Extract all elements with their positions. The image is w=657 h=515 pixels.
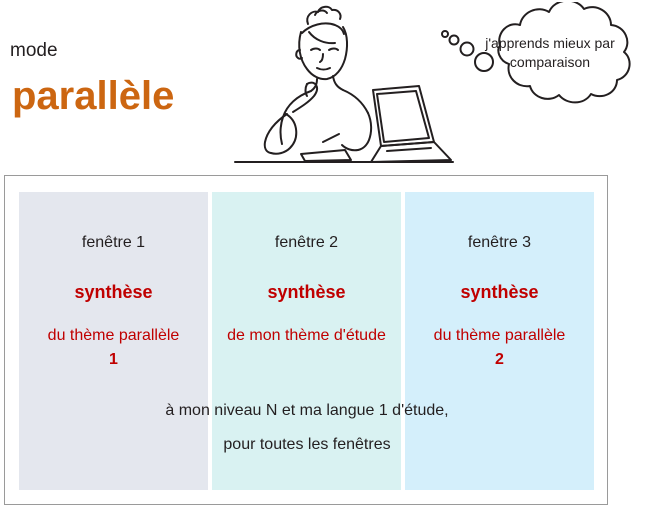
window-2-synthesis: synthèse bbox=[267, 282, 346, 302]
window-3-synthesis: synthèse bbox=[460, 282, 539, 302]
parallel-mode-panel bbox=[4, 175, 608, 505]
window-1-subtitle-text: du thème parallèle bbox=[47, 327, 180, 344]
thought-bubble-text: j'apprends mieux par comparaison bbox=[485, 35, 615, 70]
window-3-subtitle bbox=[405, 324, 594, 372]
window-1-label: fenêtre 1 bbox=[81, 234, 146, 251]
footer-line-2: pour toutes les fenêtres bbox=[223, 436, 391, 453]
window-1-subtitle-number: 1 bbox=[109, 351, 118, 368]
mode-title: parallèle bbox=[12, 74, 175, 118]
person-at-laptop-illustration bbox=[205, 2, 455, 172]
window-1-synthesis: synthèse bbox=[74, 282, 153, 302]
window-1-subtitle bbox=[19, 324, 208, 372]
mode-label: mode bbox=[10, 40, 58, 61]
header bbox=[0, 0, 657, 172]
window-2-subtitle-text: de mon thème d'étude bbox=[227, 327, 386, 344]
footer-line-1: à mon niveau N et ma langue 1 d'étude, bbox=[165, 402, 449, 419]
window-3-subtitle-text: du thème parallèle bbox=[433, 327, 566, 344]
window-3-subtitle-number: 2 bbox=[495, 351, 504, 368]
window-3-label: fenêtre 3 bbox=[467, 234, 532, 251]
window-2-label: fenêtre 2 bbox=[274, 234, 339, 251]
panel-footer bbox=[5, 394, 609, 462]
window-2-subtitle bbox=[212, 324, 401, 348]
